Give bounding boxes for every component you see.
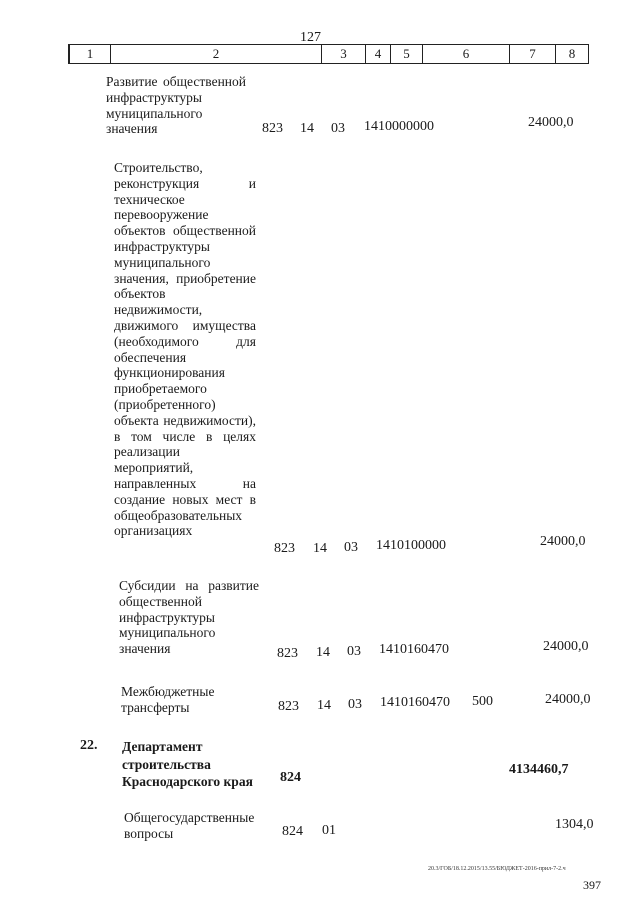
row-col6: 1410100000: [376, 538, 446, 553]
page-number-bottom: 397: [583, 878, 601, 892]
row-col8: 24000,0: [543, 639, 589, 654]
column-header-2: 2: [111, 45, 322, 63]
row-col4: 14: [313, 541, 327, 556]
row-col5: 03: [347, 644, 361, 659]
row-col7: 500: [472, 694, 493, 709]
row-description: Общегосударственные вопросы: [124, 810, 255, 841]
page-number-top: 127: [300, 30, 321, 45]
row-col4: 14: [317, 698, 331, 713]
table-header-row: [68, 44, 589, 64]
row-col5: 03: [344, 540, 358, 555]
row-description: Межбюджетные трансферты: [121, 684, 215, 715]
row-col6: 1410160470: [380, 695, 450, 710]
row-description: Развитие общественной инфраструктуры муниципального значения: [106, 74, 246, 137]
column-header-5: 5: [391, 45, 423, 63]
column-header-7: 7: [510, 45, 556, 63]
row-col6: 1410160470: [379, 642, 449, 657]
row-col6: 1410000000: [364, 119, 434, 134]
row-col8: 24000,0: [540, 534, 586, 549]
row-col3: 823: [278, 699, 299, 714]
row-description: Департамент строительства Краснодарского края: [122, 739, 253, 789]
row-col3: 824: [280, 770, 301, 785]
row-col8: 24000,0: [545, 692, 591, 707]
column-header-4: 4: [366, 45, 391, 63]
row-description: Субсидии на развитие общественной инфраструктуры муниципального значения: [119, 578, 259, 657]
footer-document-code: 20.3/ГОБ/18.12.2015/13.55/БЮДЖЕТ-2016-прил-7-2.ч: [428, 866, 566, 872]
row-col3: 823: [274, 541, 295, 556]
section-number: 22.: [80, 738, 98, 753]
row-col3: 823: [262, 121, 283, 136]
row-col5: 03: [348, 697, 362, 712]
row-col8: 24000,0: [528, 115, 574, 130]
row-col4: 14: [300, 121, 314, 136]
column-header-1: 1: [70, 45, 111, 63]
row-col4: 01: [322, 823, 336, 838]
row-col4: 14: [316, 645, 330, 660]
column-header-3: 3: [322, 45, 366, 63]
row-col3: 823: [277, 646, 298, 661]
row-col8: 1304,0: [555, 817, 594, 832]
column-header-8: 8: [568, 46, 576, 61]
row-description: Строительство, реконструкция и техническое перевооружение объектов общественной инфраструктуры муниципального значения, приобретение объектов недвижимости, движимого имущества (необходимого для обеспечения функционирования приобретаемого (приобретенного) объекта недвижимости), в том числе в целях реализации мероприятий, направленных на создание новых мест в общеобразовательных организациях: [114, 160, 256, 539]
column-header-6: 6: [423, 45, 510, 63]
row-col8: 4134460,7: [509, 762, 569, 777]
row-col5: 03: [331, 121, 345, 136]
row-col3: 824: [282, 824, 303, 839]
